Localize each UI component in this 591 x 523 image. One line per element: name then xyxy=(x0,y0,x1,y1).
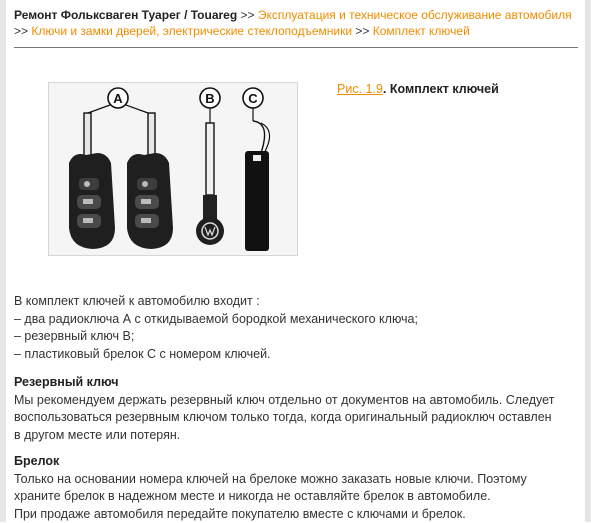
callout-label-a: A xyxy=(113,91,123,106)
header-divider xyxy=(14,47,578,48)
key-tag-line: храните брелок в надежном месте и никогда не оставляйте брелок в автомобиле. xyxy=(14,488,584,506)
key-tag-section xyxy=(14,453,584,523)
spare-key-heading: Резервный ключ xyxy=(14,374,584,392)
spare-key-section xyxy=(14,374,584,444)
breadcrumb-link-keys-locks[interactable]: Ключи и замки дверей, электрические стеклоподъемники xyxy=(31,24,352,38)
figure-number-link[interactable]: Рис. 1.9 xyxy=(337,82,383,96)
key-tag-line: При продаже автомобиля передайте покупателю вместе с ключами и брелок. xyxy=(14,506,584,523)
breadcrumb-separator: >> xyxy=(14,24,28,38)
spare-key-line: Мы рекомендуем держать резервный ключ отдельно от документов на автомобиль. Следует xyxy=(14,392,584,410)
breadcrumb-separator: >> xyxy=(241,8,255,22)
key-set-figure xyxy=(48,82,298,256)
figure-caption xyxy=(337,82,499,96)
list-item: – два радиоключа А с откидываемой бородкой механического ключа; xyxy=(14,311,584,329)
key-set-illustration xyxy=(49,83,297,255)
key-tag-heading: Брелок xyxy=(14,453,584,471)
spare-key-b xyxy=(196,123,224,245)
breadcrumb-link-maintenance[interactable]: Эксплуатация и техническое обслуживание автомобиля xyxy=(258,8,572,22)
intro-text: В комплект ключей к автомобилю входит : xyxy=(14,293,584,311)
left-margin xyxy=(0,0,6,522)
remote-key-a-left xyxy=(69,113,115,249)
breadcrumb xyxy=(14,7,582,39)
figure-caption-text: . Комплект ключей xyxy=(383,82,499,96)
remote-key-a-right xyxy=(127,113,173,249)
key-tag-line: Только на основании номера ключей на брелоке можно заказать новые ключи. Поэтому xyxy=(14,471,584,489)
list-item: – пластиковый брелок С с номером ключей. xyxy=(14,346,584,364)
spare-key-line: в другом месте или потерян. xyxy=(14,427,584,445)
callout-label-c: C xyxy=(248,91,258,106)
callout-label-b: B xyxy=(205,91,214,106)
list-item: – резервный ключ В; xyxy=(14,328,584,346)
plastic-tag-c xyxy=(245,121,270,251)
breadcrumb-root[interactable]: Ремонт Фольксваген Туарег / Touareg xyxy=(14,8,237,22)
right-margin xyxy=(585,0,591,522)
spare-key-line: воспользоваться резервным ключом только тогда, когда оригинальный радиоключ оставлен xyxy=(14,409,584,427)
breadcrumb-separator: >> xyxy=(355,24,369,38)
breadcrumb-link-key-set[interactable]: Комплект ключей xyxy=(373,24,470,38)
key-set-description xyxy=(14,293,584,363)
